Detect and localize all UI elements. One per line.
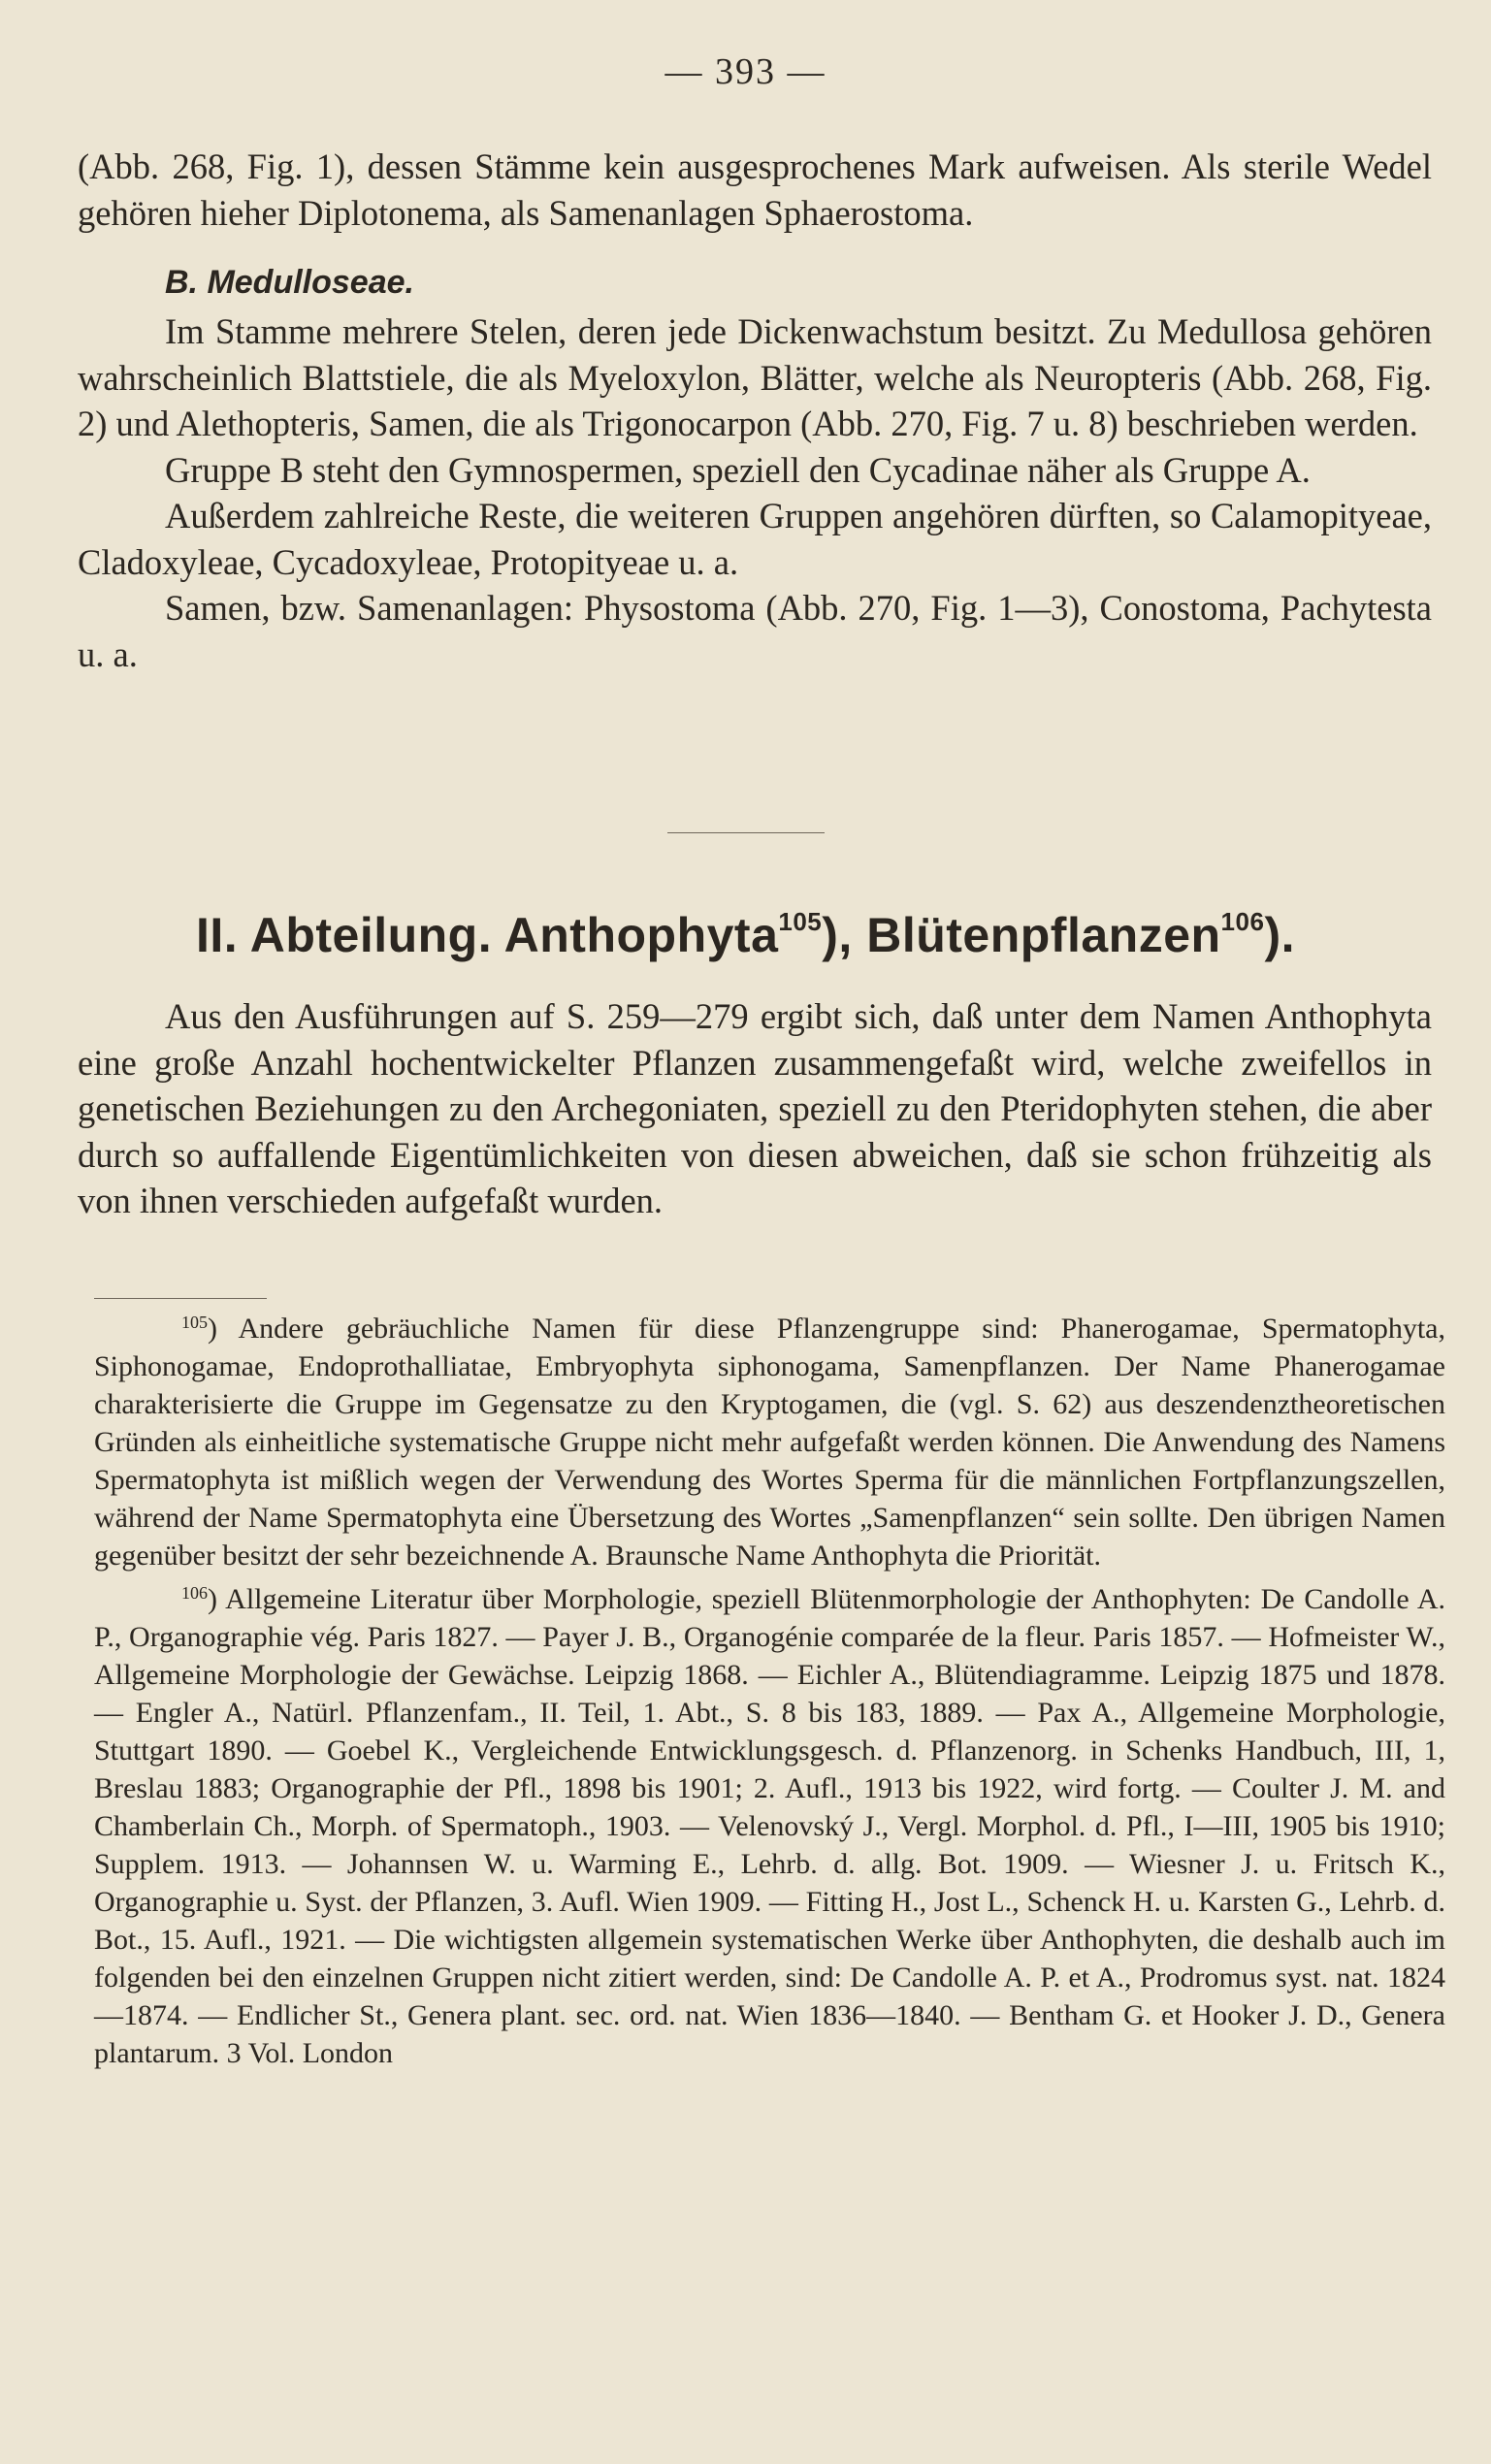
heading-part-c: ).	[1264, 908, 1295, 962]
footnote-105-text: Andere gebräuchliche Namen für diese Pflanzengruppe sind: Phanerogamae, Spermatophyta, Siphonogamae, Endoprothalliatae, Embryophyta siphonogama, Samenpflanzen. Der Name Phanerogamae charakterisierte die Gruppe im Gegensatze zu den Kryptogamen, die (vgl. S. 62) aus deszendenztheoretischen Gründen als einheitliche systematische Gruppe nicht mehr aufgefaßt werden können. Die Anwendung des Namens Spermatophyta ist mißlich wegen der Verwendung des Wortes Sperma für die männlichen Fortpflanzungszellen, während der Name Spermatophyta eine Übersetzung des Wortes „Samenpflanzen“ sein sollte. Den übrigen Namen gegenüber besitzt der sehr bezeichnende A. Braunsche Name Anthophyta die Priorität.	[94, 1313, 1445, 1572]
paragraph-5: Samen, bzw. Samenanlagen: Physostoma (Abb. 270, Fig. 1—3), Conostoma, Pachytesta u. a.	[78, 588, 1432, 674]
page-number: — 393 —	[664, 51, 827, 92]
paragraph-1: (Abb. 268, Fig. 1), dessen Stämme kein ausgesprochenes Mark aufweisen. Als sterile Wedel gehören hieher Diplotonema, als Samenanlagen Sphaerostoma.	[78, 146, 1432, 233]
footnote-105: $^{105}$) Andere gebräuchliche Namen für diese Pflanzengruppe sind: Phanerogamae, Spermatophyta, Siphonogamae, Endoprothalliatae, Embryophyta siphonogama, Samenpflanzen. Der Name Phanerogamae charakterisierte die Gruppe im Gegensatze zu den Kryptogamen, die (vgl. S. 62) aus deszendenztheoretischen Gründen als einheitliche systematische Gruppe nicht mehr aufgefaßt werden können. Die Anwendung des Namens Spermatophyta ist mißlich wegen der Verwendung des Wortes Sperma für die männlichen Fortpflanzungszellen, während der Name Spermatophyta eine Übersetzung des Wortes „Samenpflanzen“ sein sollte. Den übrigen Namen gegenüber besitzt der sehr bezeichnende A. Braunsche Name Anthophyta die Priorität.	[94, 1313, 1445, 1572]
footnote-divider	[94, 1298, 267, 1299]
section-heading-medulloseae: B. Medulloseae.	[165, 264, 414, 301]
heading-part-b: ), Blütenpflanzen	[822, 908, 1221, 962]
paragraph-2: Im Stamme mehrere Stelen, deren jede Dickenwachstum besitzt. Zu Medullosa gehören wahrscheinlich Blattstiele, die als Myeloxylon, Blätter, welche als Neuropteris (Abb. 268, Fig. 2) und Alethopteris, Samen, die als Trigonocarpon (Abb. 270, Fig. 7 u. 8) beschrieben werden.	[78, 311, 1432, 443]
text-block-medulloseae	[78, 308, 1432, 677]
chapter-heading	[0, 907, 1491, 963]
text-block-anthophyta	[78, 993, 1432, 1224]
footnote-106-marker: 106	[181, 1583, 208, 1603]
footnote-106-text: Allgemeine Literatur über Morphologie, speziell Blütenmorphologie der Anthophyten: De Candolle A. P., Organographie vég. Paris 1827. — Payer J. B., Organogénie comparée de la fleur. Paris 1857. — Hofmeister W., Allgemeine Morphologie der Gewächse. Leipzig 1868. — Eichler A., Blütendiagramme. Leipzig 1875 und 1878. — Engler A., Natürl. Pflanzenfam., II. Teil, 1. Abt., S. 8 bis 183, 1889. — Pax A., Allgemeine Morphologie, Stuttgart 1890. — Goebel K., Vergleichende Entwicklungsgesch. d. Pflanzenorg. in Schenks Handbuch, III, 1, Breslau 1883; Organographie der Pfl., 1898 bis 1901; 2. Aufl., 1913 bis 1922, wird fortg. — Coulter J. M. and Chamberlain Ch., Morph. of Spermatoph., 1903. — Velenovský J., Vergl. Morphol. d. Pfl., I—III, 1905 bis 1910; Supplem. 1913. — Johannsen W. u. Warming E., Lehrb. d. allg. Bot. 1909. — Wiesner J. u. Fritsch K., Organographie u. Syst. der Pflanzen, 3. Aufl. Wien 1909. — Fitting H., Jost L., Schenck H. u. Karsten G., Lehrb. d. Bot., 15. Aufl., 1921. — Die wichtigsten allgemein systematischen Werke über Anthophyten, die deshalb auch im folgenden bei den einzelnen Gruppen nicht zitiert werden, sind: De Candolle A. P. et A., Prodromus syst. nat. 1824—1874. — Endlicher St., Genera plant. sec. ord. nat. Wien 1836—1840. — Bentham G. et Hooker J. D., Genera plantarum. 3 Vol. London	[94, 1583, 1445, 2069]
paragraph-4: Außerdem zahlreiche Reste, die weiteren Gruppen angehören dürften, so Calamopityeae, Cladoxyleae, Cycadoxyleae, Protopityeae u. a.	[78, 496, 1432, 582]
footnote-106: $^{106}$) Allgemeine Literatur über Morphologie, speziell Blütenmorphologie der Anthophyten: De Candolle A. P., Organographie vég. Paris 1827. — Payer J. B., Organogénie comparée de la fleur. Paris 1857. — Hofmeister W., Allgemeine Morphologie der Gewächse. Leipzig 1868. — Eichler A., Blütendiagramme. Leipzig 1875 und 1878. — Engler A., Natürl. Pflanzenfam., II. Teil, 1. Abt., S. 8 bis 183, 1889. — Pax A., Allgemeine Morphologie, Stuttgart 1890. — Goebel K., Vergleichende Entwicklungsgesch. d. Pflanzenorg. in Schenks Handbuch, III, 1, Breslau 1883; Organographie der Pfl., 1898 bis 1901; 2. Aufl., 1913 bis 1922, wird fortg. — Coulter J. M. and Chamberlain Ch., Morph. of Spermatoph., 1903. — Velenovský J., Vergl. Morphol. d. Pfl., I—III, 1905 bis 1910; Supplem. 1913. — Johannsen W. u. Warming E., Lehrb. d. allg. Bot. 1909. — Wiesner J. u. Fritsch K., Organographie u. Syst. der Pflanzen, 3. Aufl. Wien 1909. — Fitting H., Jost L., Schenck H. u. Karsten G., Lehrb. d. Bot., 15. Aufl., 1921. — Die wichtigsten allgemein systematischen Werke über Anthophyten, die deshalb auch im folgenden bei den einzelnen Gruppen nicht zitiert werden, sind: De Candolle A. P. et A., Prodromus syst. nat. 1824—1874. — Endlicher St., Genera plant. sec. ord. nat. Wien 1836—1840. — Bentham G. et Hooker J. D., Genera plantarum. 3 Vol. London	[94, 1583, 1445, 2069]
paragraph-3: Gruppe B steht den Gymnospermen, speziell den Cycadinae näher als Gruppe A.	[165, 449, 1311, 490]
text-block-top	[78, 144, 1432, 236]
footnotes	[94, 1304, 1445, 2072]
section-divider	[667, 832, 825, 833]
footnote-ref-106[interactable]: 106	[1220, 907, 1265, 936]
footnote-105-marker: 105	[181, 1313, 208, 1332]
heading-part-a: II. Abteilung. Anthophyta	[196, 908, 779, 962]
footnote-ref-105[interactable]: 105	[778, 907, 823, 936]
paragraph-6: Aus den Ausführungen auf S. 259—279 ergibt sich, daß unter dem Namen Anthophyta eine große Anzahl hochentwickelter Pflanzen zusammengefaßt wird, welche zweifellos in genetischen Beziehungen zu den Archegoniaten, speziell zu den Pteridophyten stehen, die aber durch so auffallende Eigentümlichkeiten von diesen abweichen, daß sie schon frühzeitig als von ihnen verschieden aufgefaßt wurden.	[78, 996, 1432, 1220]
